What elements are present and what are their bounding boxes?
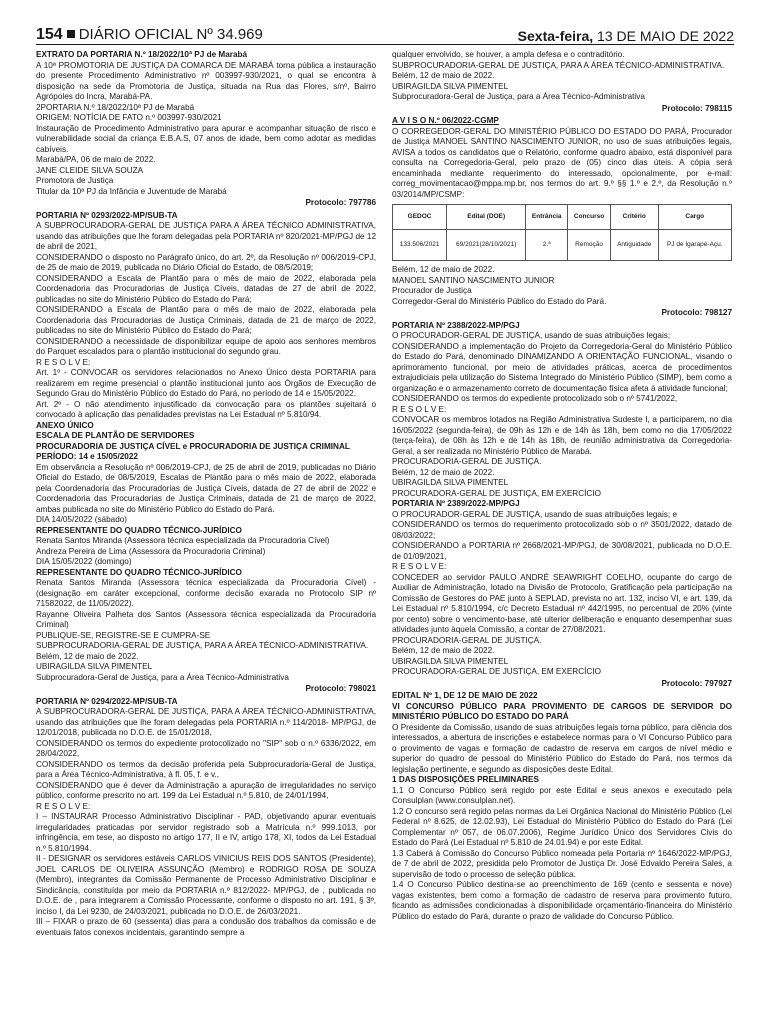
paragraph: JANE CLEIDE SILVA SOUZA <box>36 165 144 175</box>
paragraph: SUBPROCURADORIA-GERAL DE JUSTIÇA, PARA A ÁREA TÉCNICO-ADMINISTRATIVA. <box>36 641 369 650</box>
paragraph: 1.4 O Concurso Público destina-se ao preenchimento de 169 (cento e sessenta e nove) vagas existentes, bem como a formação de cadastro de reserva para provimento futuro, ficando as admissões condicionadas à disponibilidade orçamentário-financeira do Ministério Público do estado do Pará, durante o prazo de validade do Concurso Público. <box>392 880 732 921</box>
paragraph: CONVOCAR os membros lotados na Região Administrativa Sudeste I, a participarem, no dia 16/05/2022 (segunda-feira), de 09h às 12h e de 14h às 18h, bem como no dia 17/05/2022 (terça-feira), de 08h às 12h e de 14h às 18h, de reunião administrativa da Corregedoria-Geral, a ser realizada no Ministério Público de Marabá. <box>392 415 732 456</box>
paragraph: Art. 1º - CONVOCAR os servidores relacionados no Anexo Único desta PORTARIA para realizarem em regime presencial o plantão institucional junto aos Órgãos de Execução de Segundo Grau do Ministério Público do Estado do Pará, no período de 14 e 15/05/2022. <box>36 368 376 398</box>
table-cell: 133.506/2021 <box>393 230 447 261</box>
section-heading: REPRESENTANTE DO QUADRO TÉCNICO-JURÍDICO <box>36 525 242 535</box>
paragraph: A SUBPROCURADORA-GERAL DE JUSTIÇA, PARA A ÁREA TÉCNICO-ADMINISTRATIVA, usando das atribuições que lhe foram delegadas pela PORTARIA n.º 114/2018- MP/PGJ, de 12/01/2018, publicada no D.O.E. de 15/01/2018, <box>36 707 376 737</box>
right-column <box>392 50 732 922</box>
protocol-number: Protocolo: 798127 <box>661 308 732 317</box>
paragraph: O PROCURADOR-GERAL DE JUSTIÇA, usando de suas atribuições legais; <box>392 331 671 340</box>
table-header-cell: Edital (DOE) <box>447 205 526 230</box>
paragraph: CONSIDERANDO que é dever da Administração a apuração de irregularidades no serviço público, conforme prescrito no art. 199 da Lei Estadual n.º 5.810, de 24/01/1994, <box>36 780 376 800</box>
protocol-number: Protocolo: 797786 <box>305 198 376 207</box>
paragraph: Belém, 12 de maio de 2022. <box>392 467 495 477</box>
protocol-number: Protocolo: 797927 <box>661 678 732 688</box>
right-column-top <box>392 50 732 200</box>
paragraph: PUBLIQUE-SE, REGISTRE-SE E CUMPRA-SE <box>36 630 211 640</box>
paragraph: Promotora de Justiça <box>36 176 114 185</box>
paragraph: UBIRAGILDA SILVA PIMENTEL <box>392 656 509 666</box>
paragraph: CONSIDERANDO a necessidade de disponibilizar equipe de apoio aos senhores membros do Parquet escalados para o plantão institucional do segundo grau. <box>36 336 376 356</box>
protocol-number: Protocolo: 798115 <box>661 103 732 113</box>
table-cell: 69/2021(28/10/2021) <box>447 230 526 261</box>
header-left <box>36 26 263 44</box>
paragraph: II - DESIGNAR os servidores estáveis CARLOS VINICIUS REIS DOS SANTOS (Presidente), JOEL CARLOS DE OLIVEIRA ASSUNÇÃO (Membro) e RODRIGO ROSA DE SOUZA (Membro), integrantes da Comissão Permanente de Processo Administrativo Disciplinar e Sindicância, constituída por meio da PORTARIA n.º 812/2022- MP/PGJ, de , publicada no D.O.E. de , para integrarem a Comissão Processante, conforme o disposto no art. 191, § 3º, inciso I, da Lei 9230, de 24/03/2021, publicada no D.O.E. de 26/03/2021. <box>36 854 376 916</box>
paragraph: UBIRAGILDA SILVA PIMENTEL <box>392 478 509 487</box>
paragraph: Belém, 12 de maio de 2022. <box>392 71 495 80</box>
table-cell: PJ de Igarapé-Açu. <box>658 230 731 261</box>
paragraph: Renata Santos Miranda (Assessora técnica especializada da Procuradoria Cível) <box>36 536 330 545</box>
section-heading: A V I S O N.º 06/2022-CGMP <box>392 116 499 125</box>
paragraph: CONSIDERANDO os termos do expediente protocolizado no "SIP" sob o n.º 6336/2022, em 28/04/2022, <box>36 738 376 758</box>
paragraph: PROCURADORA-GERAL DE JUSTIÇA, EM EXERCÍCIO <box>392 667 601 676</box>
section-heading: PORTARIA Nº 2388/2022-MP/PGJ <box>392 320 520 330</box>
paragraph: SUBPROCURADORIA-GERAL DE JUSTIÇA, PARA A ÁREA TÉCNICO-ADMINISTRATIVA. <box>392 60 725 70</box>
journal-title: DIÁRIO OFICIAL Nº 34.969 <box>78 26 263 43</box>
paragraph: ORIGEM: NOTÍCIA DE FATO n.º 003997-930/2021 <box>36 113 222 122</box>
section-heading: ESCALA DE PLANTÃO DE SERVIDORES <box>36 431 195 440</box>
section-heading: VI CONCURSO PÚBLICO PARA PROVIMENTO DE CARGOS DE SERVIDOR DO MINISTÉRIO PÚBLICO DO ESTADO DO PARÁ <box>392 701 732 721</box>
paragraph: CONCEDER ao servidor PAULO ANDRÉ SEAWRIGHT COELHO, ocupante do cargo de Auxiliar de Administração, lotado na Divisão de Protocolo, Gratificação pela participação na Comissão de Gestores do PAE junto à SEPLAD, prevista no art. 132, inciso VI, e art. 139, da Lei Estadual nº 5.810/1994, c/c Decreto Estadual nº 442/1995, no percentual de 20% (vinte por cento) sobre o vencimento-base, até ulterior deliberação e enquanto desempenhar suas atividades junto àquela Comissão, a contar de 27/08/2021. <box>392 572 732 634</box>
table-cell: Antiguidade <box>610 230 658 261</box>
paragraph: O Presidente da Comissão, usando de suas atribuições legais torna público, para ciência dos interessados, a abertura de inscrições e estabelece normas para o VI Concurso Público para o provimento de vagas e formação de cadastro de reserva em cargos de nível médio e superior do quadro de pessoal do Ministério Público do Estado do Pará, nos termos da legislação pertinente, e segundo as disposições deste Edital. <box>392 722 732 774</box>
table-body <box>393 230 732 261</box>
paragraph: Subprocuradora-Geral de Justiça, para a Área Técnico-Administrativa <box>36 672 289 682</box>
paragraph: A 10ª PROMOTORIA DE JUSTIÇA DA COMARCA DE MARABÁ torna pública a instauração do presente Procedimento Administrativo nº 003997-930/2021, o qual se encontra à disposição na sede da Promotoria de Justiça, situada na Rua das Flores, s/nº, Bairro Agrópoles do Incra, Marabá-PA. <box>36 60 376 101</box>
section-heading: EXTRATO DA PORTARIA N.º 18/2022/10ª PJ de Marabá <box>36 50 248 59</box>
paragraph: DIA 15/05/2022 (domingo) <box>36 557 132 566</box>
square-bullet-icon <box>67 30 75 38</box>
table-header-cell: Cargo <box>658 205 731 230</box>
paragraph: 1.2 O concurso será regido pelas normas da Lei Orgânica Nacional do Ministério Público (Lei Federal nº 8.625, de 12.02.93), Lei Estadual do Ministério Público do Estado do Pará (Lei Complementar nº 057, de 06.07.2006), Regime Jurídico Único dos Servidores Civis do Estado do Pará (Lei Estadual nº 5.810 de 24.01.94) e por este Edital. <box>392 806 732 847</box>
paragraph: UBIRAGILDA SILVA PIMENTEL <box>392 81 509 91</box>
table-header-cell: Critério <box>610 205 658 230</box>
paragraph: CONSIDERANDO a implementação do Projeto da Corregedoria-Geral do Ministério Público do Estado do Pará, denominado DINAMIZANDO A ORIENTAÇÃO FUNCIONAL, visando o aprimoramento funcional, por meio de atividades práticas, acerca de procedimentos extrajudiciais pela utilização do Sistema Integrado do Ministério Público (SIMP), bem como a organização e o armazenamento correto de documentação física afeta à atividade funcional; <box>392 341 732 393</box>
paragraph: R E S O L V E: <box>392 404 447 414</box>
section-heading: PROCURADORIA DE JUSTIÇA CÍVEL e PROCURADORIA DE JUSTIÇA CRIMINAL <box>36 441 350 451</box>
paragraph: CONSIDERANDO a PORTARIA nº 2668/2021-MP/PGJ, de 30/08/2021, publicada no D.O.E. de 01/09/2021, <box>392 541 732 561</box>
section-heading: PERÍODO: 14 e 15/05/2022 <box>36 452 138 461</box>
paragraph: O CORREGEDOR-GERAL DO MINISTÉRIO PÚBLICO DO ESTADO DO PARÁ, Procurador de Justiça MANOEL SANTINO NASCIMENTO JUNIOR, no uso de suas atribuições legais, AVISA a todos os candidatos que o Relatório, conforme quadro abaixo, está disponível para consulta na Corregedoria-Geral, pelo prazo de (05) cinco dias úteis. A cópia será encaminhada mediante requerimento do interessado, opcionalmente, por e-mail: correg_movimentacao@mppa.mp.br, nos termos do art. 9.º §§ 1.º e 2.º, da Resolução n.º 03/2014/MP/CSMP: <box>392 126 732 199</box>
table-header-cell: Concurso <box>568 205 611 230</box>
header-date <box>518 28 734 44</box>
page-number: 154 <box>36 26 63 43</box>
paragraph: CONSIDERANDO o disposto no Parágrafo único, do art. 2º, da Resolução nº 006/2019-CPJ, de 25 de maio de 2019, publicada no Diário Oficial do Estado, de 08/5/2019; <box>36 252 376 272</box>
paragraph: CONSIDERANDO a Escala de Plantão para o mês de maio de 2022, elaborada pela Coordenadoria das Procuradorias de Justiça Cíveis, datadas de 27 de abril de 2022, publicadas no site do Ministério Público do Estado do Pará; <box>36 273 376 304</box>
left-column <box>36 50 376 938</box>
paragraph: R E S O L V E: <box>36 801 91 811</box>
paragraph: Belém, 12 de maio de 2022. <box>392 646 495 655</box>
paragraph: Art. 2º - O não atendimento injustificado da convocação para os plantões sujeitará o convocado à aplicação das penalidades previstas na Lei Estadual nº 5.810/94. <box>36 399 376 419</box>
paragraph: PROCURADORIA-GERAL DE JUSTIÇA. <box>392 635 542 645</box>
paragraph: PROCURADORA-GERAL DE JUSTIÇA, EM EXERCÍCIO <box>392 488 601 498</box>
section-heading: 1 DAS DISPOSIÇÕES PRELIMINARES <box>392 775 539 784</box>
table-cell: Remoção <box>568 230 611 261</box>
section-heading: PORTARIA Nº 0294/2022-MP/SUB-TA <box>36 696 178 706</box>
table-row <box>393 230 732 261</box>
paragraph: A SUBPROCURADORA-GERAL DE JUSTIÇA PARA A ÁREA TÉCNICO ADMINISTRATIVA, usando das atribuições que lhe foram delegadas pela PORTARIA nº 820/2021-MP/PGJ de 12 de abril de 2021, <box>36 221 376 251</box>
paragraph: Andreza Pereira de Lima (Assessora da Procuradoria Criminal) <box>36 546 266 556</box>
paragraph: Titular da 10ª PJ da Infância e Juventude de Marabá <box>36 186 227 196</box>
paragraph: Belém, 12 de maio de 2022. <box>36 651 139 661</box>
paragraph: Corregedor-Geral do Ministério Público do Estado do Pará. <box>392 296 607 306</box>
paragraph: CONSIDERANDO os termos do expediente protocolizado sob o nº 5741/2022, <box>392 394 678 403</box>
table-header-row <box>393 205 732 230</box>
paragraph: Procurador de Justiça <box>392 286 472 295</box>
paragraph: R E S O L V E: <box>392 562 447 571</box>
paragraph: CONSIDERANDO os termos do requerimento protocolizado sob o nº 3501/2022, datado de 08/03/2022; <box>392 520 732 540</box>
paragraph: DIA 14/05/2022 (sábado) <box>36 515 128 524</box>
protocol-number: Protocolo: 798021 <box>305 684 376 693</box>
paragraph: Em observância a Resolução nº 006/2019-CPJ, de 25 de abril de 2019, publicadas no Diário Oficial do Estado, de 08/5/2019, Escalas de Plantão para o mês maio de 2022, elaborada pela Coordenadoria das Procuradorias de Justiça Cíveis, datada de 27 de abril de 2022 e Coordenadoria das Procuradorias de Justiça Criminais, datada de 21 de março de 2022, ambas publicada no site do Ministério Público do Estado do Pará. <box>36 462 376 514</box>
paragraph: Subprocuradora-Geral de Justiça, para a Área Técnico-Administrativa <box>392 92 645 101</box>
table-cell: 2.ª <box>526 230 568 261</box>
section-heading: EDITAL Nº 1, DE 12 DE MAIO DE 2022 <box>392 691 538 700</box>
paragraph: 2PORTARIA N.º 18/2022/10ª PJ de Marabá <box>36 102 195 112</box>
right-column-bottom <box>392 265 732 922</box>
section-heading: ANEXO ÚNICO <box>36 420 94 430</box>
corregedoria-table <box>392 204 732 261</box>
paragraph: O PROCURADOR-GERAL DE JUSTIÇA, usando de suas atribuições legais; e <box>392 509 677 519</box>
paragraph: Instauração de Procedimento Administrativo para apurar e acompanhar situação de risco e vulnerabilidade social da criança E.B.A.S, 07 anos de idade, bem como adotar as medidas cabíveis. <box>36 123 376 154</box>
paragraph: CONSIDERANDO a Escala de Plantão para o mês de maio de 2022, elaborada pela Coordenadoria das Procuradorias de Justiça Criminais, datada de 21 de março de 2022, publicadas no site do Ministério Público do Estado do Pará; <box>36 305 376 335</box>
section-heading: PORTARIA Nº 2389/2022-MP/PGJ <box>392 499 520 508</box>
page-header <box>36 22 734 44</box>
paragraph: UBIRAGILDA SILVA PIMENTEL <box>36 662 153 671</box>
header-weekday: Sexta-feira, <box>517 28 594 44</box>
paragraph: qualquer envolvido, se houver, a ampla defesa e o contraditório. <box>392 50 625 59</box>
paragraph: R E S O L V E: <box>36 357 91 367</box>
header-date-text: 13 DE MAIO DE 2022 <box>593 28 734 44</box>
paragraph: Renata Santos Miranda (Assessora técnica especializada da Procuradoria Cível) - (designação em caráter excepcional, conforme decisão exarada no Protocolo SIP nº 71582022, de 11/05/2022). <box>36 578 376 608</box>
paragraph: Marabá/PA, 06 de maio de 2022. <box>36 155 156 164</box>
paragraph: MANOEL SANTINO NASCIMENTO JUNIOR <box>392 275 555 285</box>
paragraph: I – INSTAURAR Processo Administrativo Disciplinar - PAD, objetivando apurar eventuais irregularidades praticadas por servidor registrado sob a Matrícula n.º 999.1013, por infringência, em tese, ao disposto no artigo 177, II e IV, artigo 178, XI, todos da Lei Estadual n.º 5.810/1994. <box>36 812 376 853</box>
paragraph: III – FIXAR o prazo de 60 (sessenta) dias para a condusão dos trabalhos da comissão e de eventuais fatos conexos incidentais, garantindo sempre a <box>36 917 376 937</box>
paragraph: PROCURADORIA-GERAL DE JUSTIÇA. <box>392 457 542 466</box>
section-heading: REPRESENTANTE DO QUADRO TÉCNICO-JURÍDICO <box>36 567 242 577</box>
paragraph: Belém, 12 de maio de 2022. <box>392 265 495 274</box>
header-rule <box>36 44 734 45</box>
table-header-cell: Entrância <box>526 205 568 230</box>
paragraph: 1.1 O Concurso Público será regido por este Edital e seus anexos e executado pela Consulplan (www.consulplan.net). <box>392 785 732 805</box>
paragraph: Rayanne Oliveira Palheta dos Santos (Assessora técnica especializada da Procuradoria Criminal) <box>36 609 376 629</box>
paragraph: CONSIDERANDO os termos da decisão proferida pela Subprocuradoria-Geral de Justiça, para a Área Técnico-Administrativa, à fl. 05, f. e v., <box>36 759 376 779</box>
paragraph: 1.3 Caberá à Comissão do Concurso Público nomeada pela Portaria nº 1646/2022-MP/PGJ, de 7 de abril de 2022, presidida pelo Promotor de Justiça Dr. José Edvaldo Pereira Sales, a supervisão de todo o processo de seleção pública. <box>392 848 732 879</box>
table-header-cell: GEDOC <box>393 205 447 230</box>
section-heading: PORTARIA Nº 0293/2022-MP/SUB-TA <box>36 210 178 220</box>
